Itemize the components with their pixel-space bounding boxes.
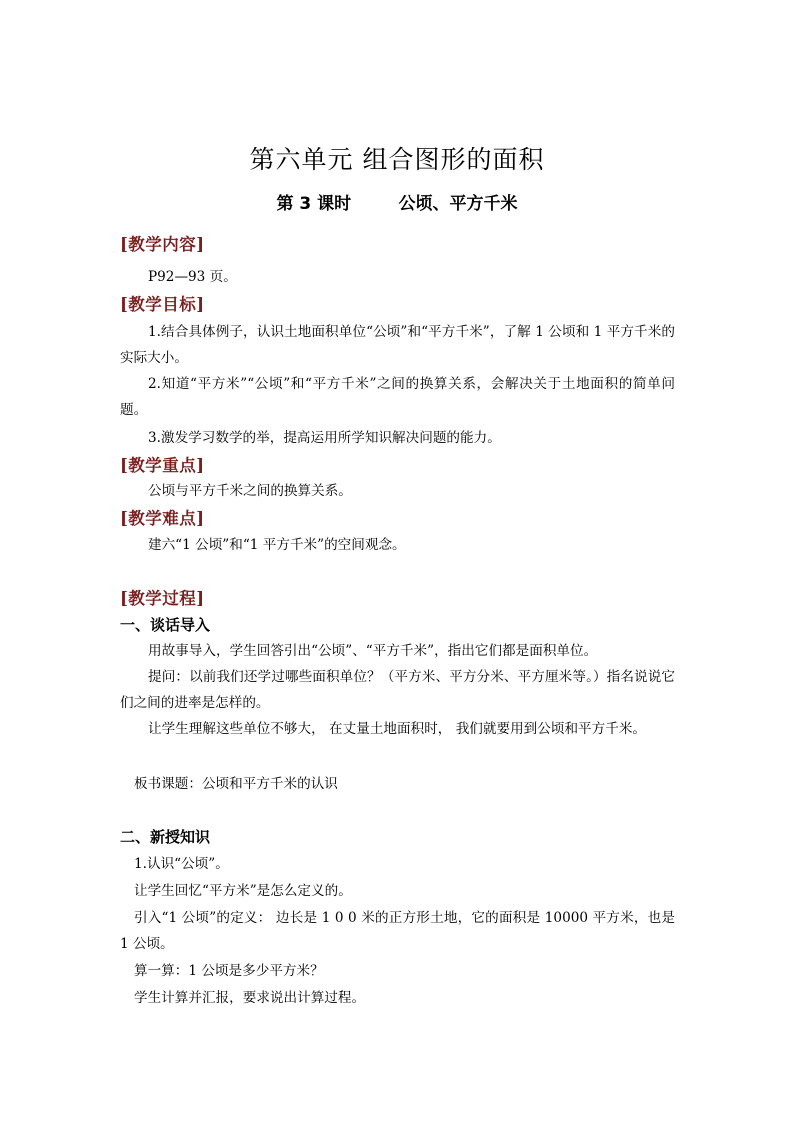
- part1-paragraph-3: 让学生理解这些单位不够大， 在丈量土地面积时， 我们就要用到公顷和平方千米。: [148, 721, 647, 737]
- difficulties-heading: [教学难点]: [120, 509, 205, 528]
- part2-paragraph-1: 1.认识“公顷”。: [134, 856, 229, 872]
- goals-heading: [教学目标]: [120, 295, 205, 314]
- part2-title: 二、新授知识: [120, 828, 211, 846]
- lesson-title: 第 3 课时 公顷、平方千米: [276, 194, 518, 214]
- part1-paragraph-2: 提问：以前我们还学过哪些面积单位？（平方米、平方分米、平方厘米等。）指名说说它们之间的进率是怎样的。: [120, 669, 675, 711]
- key-points-text: 公顷与平方千米之间的换算关系。: [148, 483, 352, 499]
- part2-paragraph-4: 算一算：1 公顷是多少平方米？: [134, 963, 324, 979]
- goal-item-1: 1.结合具体例子，认识土地面积单位“公顷”和“平方千米”，了解 1 公顷和 1 平方千米的实际大小。: [120, 324, 675, 366]
- part1-paragraph-4: 板书课题：公顷和平方千米的认识: [134, 776, 338, 792]
- part1-title: 一、谈话导入: [120, 616, 211, 634]
- goal-item-3: 3.激发学习数学的举，提高运用所学知识解决问题的能力。: [148, 430, 501, 446]
- part1-paragraph-1: 用故事导入，学生回答引出“公顷”、“平方千米”，指出它们都是面积单位。: [148, 643, 598, 659]
- difficulties-text: 建六“1 公顷”和“1 平方千米”的空间观念。: [148, 537, 406, 553]
- unit-title: 第六单元 组合图形的面积: [249, 145, 545, 174]
- process-heading: [教学过程]: [120, 589, 205, 608]
- part2-paragraph-5: 学生计算并汇报，要求说出计算过程。: [134, 990, 366, 1006]
- goal-item-2: 2.知道“平方米”“公顷”和“平方千米”之间的换算关系，会解决关于土地面积的简单问题。: [120, 376, 675, 418]
- content-heading: [教学内容]: [120, 235, 205, 254]
- key-points-heading: [教学重点]: [120, 456, 205, 475]
- part2-paragraph-2: 让学生回忆“平方米”是怎么定义的。: [134, 883, 352, 899]
- part2-paragraph-3: 引入“1 公顷”的定义： 边长是 1 0 0 米的正方形土地，它的面积是 10000 平方米，也是 1 公顷。: [120, 910, 675, 952]
- content-pages: P92—93 页。: [148, 269, 237, 285]
